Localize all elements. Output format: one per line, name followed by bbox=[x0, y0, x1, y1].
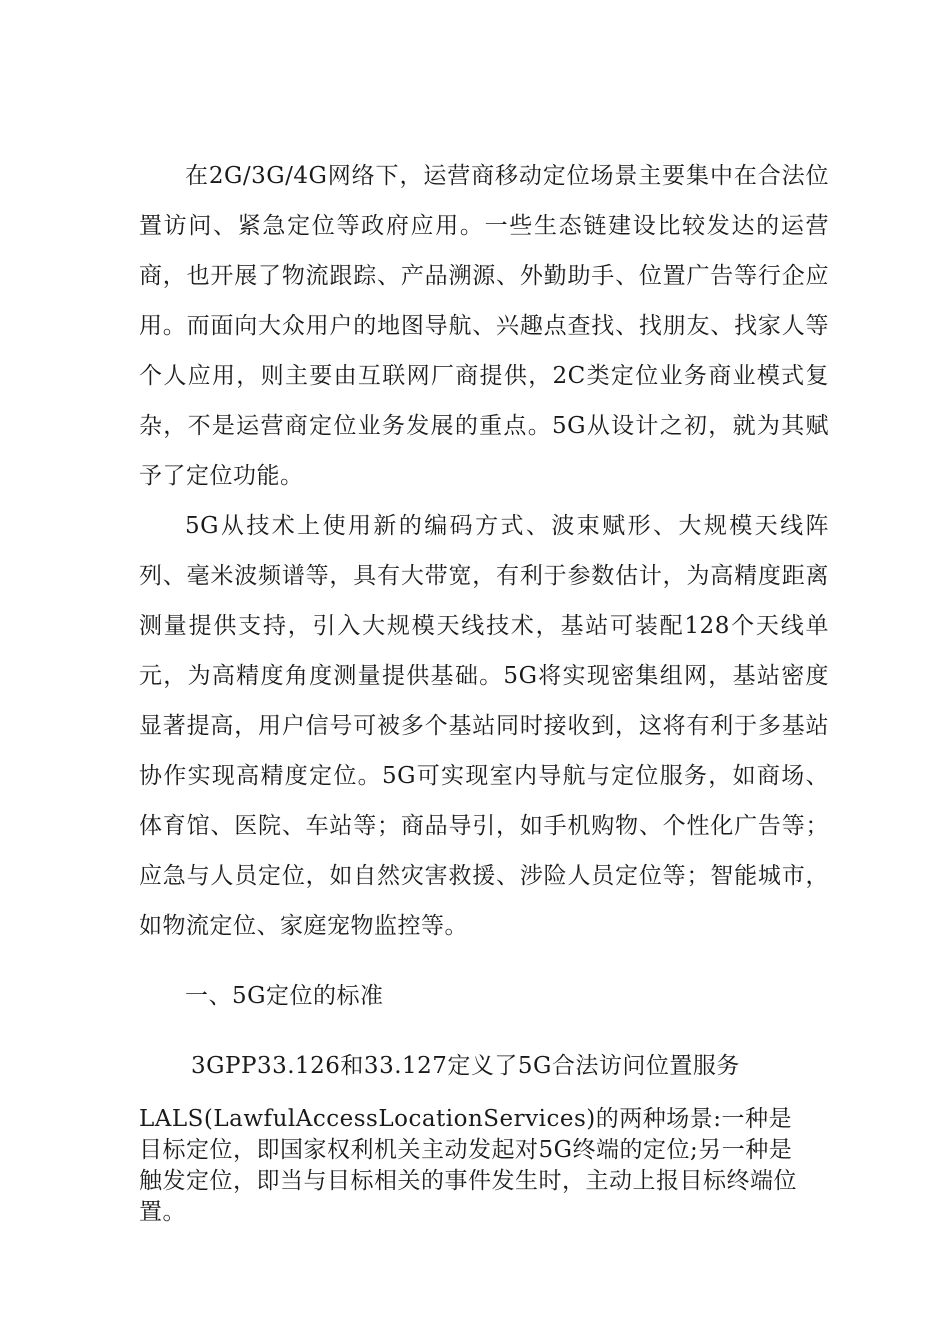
section-heading: 一、5G定位的标准 bbox=[185, 983, 384, 1009]
section-paragraph-body: LALS(LawfulAccessLocationServices)的两种场景:一种是目标定位，即国家权利机关主动发起对5G终端的定位;另一种是触发定位，即当与目标相关的事件发生时，主动上报目标终端位置。 bbox=[139, 1106, 797, 1225]
body-paragraph: 5G从技术上使用新的编码方式、波束赋形、大规模天线阵列、毫米波频谱等，具有大带宽，有利于参数估计，为高精度距离测量提供支持，引入大规模天线技术，基站可装配128个天线单元，为高精度角度测量提供基础。5G将实现密集组网，基站密度显著提高，用户信号可被多个基站同时接收到，这将有利于多基站协作实现高精度定位。5G可实现室内导航与定位服务，如商场、体育馆、医院、车站等；商品导引，如手机购物、个性化广告等；应急与人员定位，如自然灾害救援、涉险人员定位等；智能城市，如物流定位、家庭宠物监控等。 bbox=[139, 513, 829, 939]
section-paragraph-first-line: 3GPP33.126和33.127定义了5G合法访问位置服务 bbox=[191, 1053, 740, 1079]
body-paragraph: 在2G/3G/4G网络下，运营商移动定位场景主要集中在合法位置访问、紧急定位等政府应用。一些生态链建设比较发达的运营商，也开展了物流跟踪、产品溯源、外勤助手、位置广告等行企应用。而面向大众用户的地图导航、兴趣点查找、找朋友、找家人等个人应用，则主要由互联网厂商提供，2C类定位业务商业模式复杂，不是运营商定位业务发展的重点。5G从设计之初，就为其赋予了定位功能。 bbox=[139, 163, 829, 489]
